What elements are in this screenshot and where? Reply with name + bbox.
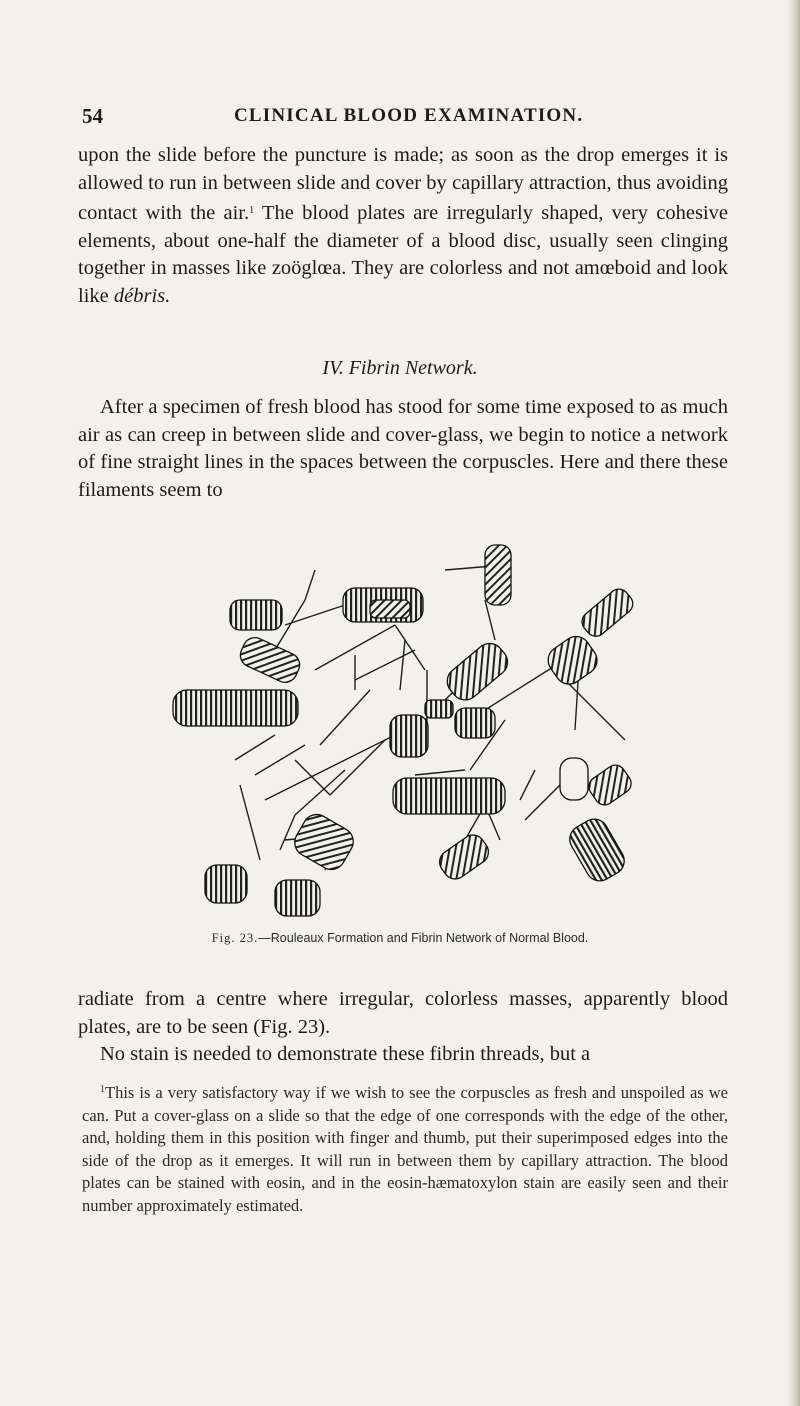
- paragraph-blood-plates: [78, 142, 728, 310]
- footnote: [82, 1079, 728, 1217]
- italic-term: débris.: [113, 284, 171, 307]
- caption-text: —Rouleaux Formation and Fibrin Network of Normal Blood.: [258, 931, 589, 945]
- paragraph-no-stain: No stain is needed to demonstrate these fibrin threads, but a: [100, 1043, 591, 1065]
- paragraph-text: upon the slide before the puncture is made; as soon as the drop emerges it is allowed to run in between slide and cover by capillary attraction, thus avoiding contact with the air.: [78, 144, 728, 224]
- rouleaux-fibrin-drawing: [165, 530, 645, 920]
- running-head: CLINICAL BLOOD EXAMINATION.: [234, 105, 584, 126]
- paragraph-radiate: radiate from a centre where irregular, colorless masses, apparently blood plates, are to be seen (Fig. 23).: [78, 988, 728, 1038]
- figure-illustration: [165, 530, 645, 920]
- paragraph-fibrin-network: After a specimen of fresh blood has stood for some time exposed to as much air as can creep in between slide and cover-glass, we begin to notice a network of fine straight lines in the spaces between the corpuscles. Here and there these filaments seem to: [78, 396, 728, 501]
- section-heading: IV. Fibrin Network.: [322, 357, 478, 379]
- page-number: 54: [82, 104, 103, 128]
- figure-label: Fig. 23.: [211, 931, 259, 945]
- figure-caption: [0, 931, 800, 946]
- footnote-text: This is a very satisfactory way if we wish to see the corpuscles as fresh and unspoiled as we can. Put a cover-glass on a slide so that the edge of one corresponds with the edge of the other, and, holding them in this position with finger and thumb, put their superimposed edges into the side of the drop as it emerges. It will run in between them by capillary attraction. The blood plates can be stained with eosin, and in the eosin-hæmatoxylon stain are easily seen and their number approximately estimated.: [82, 1083, 728, 1215]
- footnote-reference: 1: [249, 205, 255, 216]
- paragraph-text: The blood plates are irregularly shaped, very cohesive elements, about one-half the diameter of a blood disc, usually seen clinging together in masses like zoöglœa. They are colorless and not amœboid and look like: [78, 202, 729, 307]
- footnote-marker: 1: [100, 1084, 105, 1095]
- page-edge-shadow: [786, 0, 800, 1406]
- page-header: [82, 104, 724, 130]
